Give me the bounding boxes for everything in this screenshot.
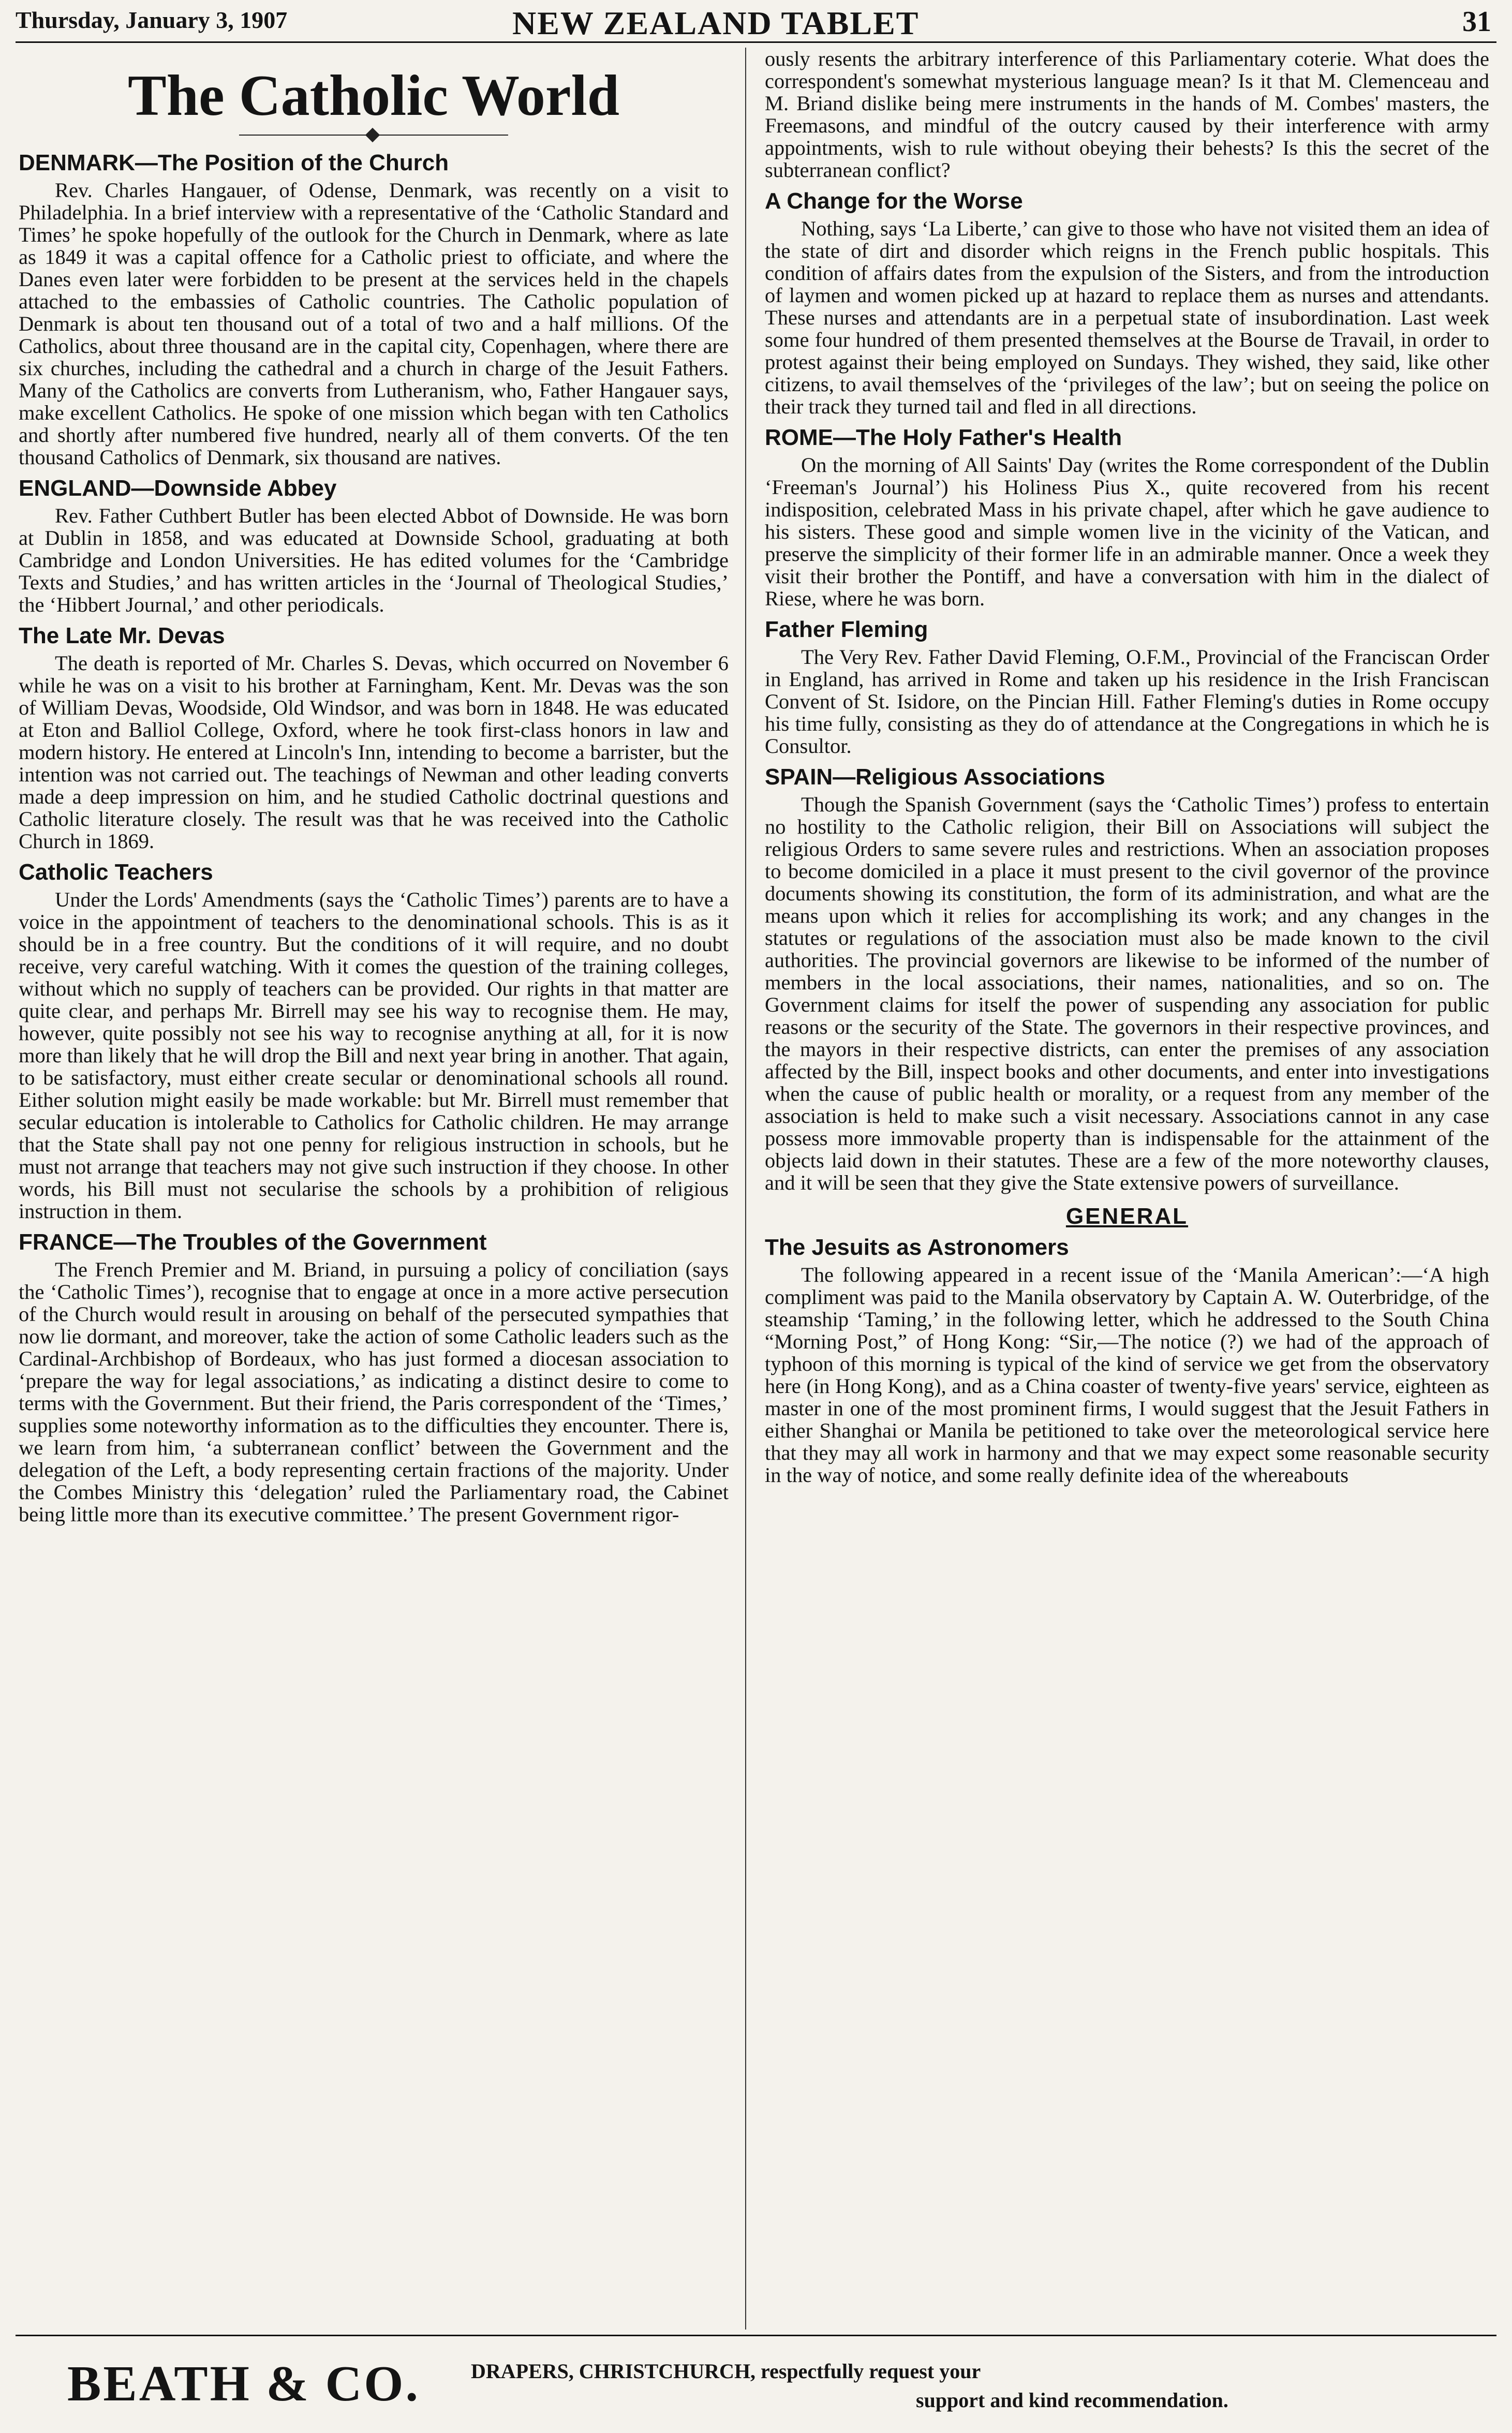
article-heading: FRANCE—The Troubles of the Government [19, 1229, 487, 1255]
ornament-divider [239, 135, 508, 136]
article-heading: The Jesuits as Astronomers [765, 1235, 1069, 1260]
article-heading: DENMARK—The Position of the Church [19, 150, 449, 175]
left-column [19, 48, 729, 2330]
article-body: Though the Spanish Government (says the ‘Catholic Times’) profess to entertain no hostility to the Catholic religion, their Bill on Associations will subject the religious Orders to same severe rules and restrictions. When an association proposes to become domiciled in a place it must present to the civil governor of the province documents showing its constitution, the form of its administration, and what are the means upon which it relies for accomplishing its work; and any changes in the statutes or regulations of the association must also be made known to the civil authorities. The provincial governors are likewise to be informed of the number of members in the local associations, their names, nationalities, and so on. The Government claims for itself the power of suspending any association for public reasons or the security of the State. The governors in their respective provinces, and the mayors in their respective districts, can enter the premises of any association affected by the Bill, inspect books and other documents, and enter into investigations when the cause of public health or morality, or a request from any member of the association is held to make such a visit necessary. Associations cannot in any case possess more immovable property than is indispensable for the attainment of the objects laid down in their statutes. These are a few of the more noteworthy clauses, and it will be seen that they give the State extensive powers of surveillance. [765, 793, 1489, 1194]
article-body: Rev. Charles Hangauer, of Odense, Denmark, was recently on a visit to Philadelphia. In a brief interview with a representative of the ‘Catholic Standard and Times’ he spoke hopefully of the outlook for the Church in Denmark, where as late as 1849 it was a capital offence for a Catholic priest to officiate, and where the Danes even later were forbidden to be present at the services held in the chapels attached to the embassies of Catholic countries. The Catholic population of Denmark is about ten thousand out of a total of two and a half millions. Of the Catholics, about three thousand are in the capital city, Copenhagen, where there are six churches, including the cathedral and a church in charge of the Jesuit Fathers. Many of the Catholics are converts from Lutheranism, who, Father Hangauer says, make excellent Catholics. He spoke of one mission which began with ten Catholics and shortly after numbered five hundred, nearly all of them converts. Of the ten thousand Catholics of Denmark, six thousand are natives. [19, 179, 729, 469]
advertisement-text: DRAPERS, CHRISTCHURCH, respectfully request your [471, 2360, 981, 2383]
article-body: The French Premier and M. Briand, in pursuing a policy of conciliation (says the ‘Catholic Times’), recognise that to engage at once in a more active persecution of the Church would result in arousing on behalf of the persecuted sympathies that now lie dormant, and moreover, take the action of some Catholic leaders such as the Cardinal-Archbishop of Bordeaux, who has just formed a diocesan association to ‘prepare the way for legal associations,’ as indicating a distinct desire to come to terms with the Government. But their friend, the Paris correspondent of the ‘Times,’ supplies some noteworthy information as to the difficulties they encounter. There is, we learn from him, ‘a subterranean conflict’ between the Government and the delegation of the Left, a body representing certain fractions of the majority. Under the Combes Ministry this ‘delegation’ ruled the Parliamentary road, the Cabinet being little more than its executive committee.’ The present Government rigor- [19, 1258, 729, 1526]
article-heading: Catholic Teachers [19, 859, 213, 885]
article-body: Under the Lords' Amendments (says the ‘Catholic Times’) parents are to have a voice in the appointment of teachers to the denominational schools. This is as it should be in a free country. But the conditions of it will require, and no doubt receive, very careful watching. With it comes the question of the training colleges, without which no supply of teachers can be provided. Our rights in that matter are quite clear, and perhaps Mr. Birrell may see his way to recognise them. He may, however, quite possibly not see his way to recognise anything at all, for it is now more than likely that he will drop the Bill and next year bring in another. That again, to be satisfactory, must either create secular or denominational schools all round. Either solution might easily be made workable: but Mr. Birrell must remember that secular education is intolerable to Catholics for Catholic children. He may arrange that the State shall pay not one penny for religious instruction in schools, but he must not arrange that teachers may not give such instruction if they choose. In other words, his Bill must not secularise the schools by a prohibition of religious instruction in them. [19, 888, 729, 1223]
article-continuation: ously resents the arbitrary interference of this Parliamentary coterie. What does the correspondent's somewhat mysterious language mean? Is it that M. Clemenceau and M. Briand dislike being mere instruments in the hands of M. Combes' masters, the Freemasons, and mindful of the outcry caused by their interference with army appointments, wish to rule without obeying their behests? Is this the secret of the subterranean conflict? [765, 48, 1489, 182]
diamond-icon [365, 128, 380, 142]
page-number: 31 [1462, 6, 1491, 38]
advertiser-name: BEATH & CO. [67, 2356, 420, 2412]
article-body: Rev. Father Cuthbert Butler has been elected Abbot of Downside. He was born at Dublin in 1858, and was educated at Downside School, graduating at both Cambridge and London Universities. He has edited volumes for the ‘Cambridge Texts and Studies,’ and has written articles in the ‘Journal of Theological Studies,’ the ‘Hibbert Journal,’ and other periodicals. [19, 504, 729, 616]
article-body: On the morning of All Saints' Day (writes the Rome correspondent of the Dublin ‘Freeman's Journal’) his Holiness Pius X., quite recovered from his recent indisposition, celebrated Mass in his private chapel, after which he gave audience to his sisters. These good and simple women live in the vicinity of the Vatican, and preserve the simplicity of their former life in an admirable manner. Once a week they visit their brother the Pontiff, and have a conversation with him in the dialect of Riese, where he was born. [765, 453, 1489, 610]
article-heading: A Change for the Worse [765, 188, 1023, 214]
article-body: The following appeared in a recent issue of the ‘Manila American’:—‘A high compliment was paid to the Manila observatory by Captain A. W. Outerbridge, of the steamship ‘Taming,’ in the following letter, which he addressed to the South China “Morning Post,” of Hong Kong: “Sir,—The notice (?) we had of the approach of typhoon of this morning is typical of the kind of service we get from the observatory here (in Hong Kong), and as a China coaster of twenty-five years' service, eighteen as master in one of the most prominent firms, I would suggest that the Jesuit Fathers in either Shanghai or Manila be petitioned to take over the meteorological service here that they may all work in harmony and that we may expect some reasonable security in the way of notice, and some really definite idea of the whereabouts [765, 1263, 1489, 1487]
footer-advertisement [16, 2335, 1496, 2419]
issue-date: Thursday, January 3, 1907 [16, 7, 288, 33]
article-heading: SPAIN—Religious Associations [765, 764, 1105, 790]
article-body: The Very Rev. Father David Fleming, O.F.M., Provincial of the Franciscan Order in England, has arrived in Rome and taken up his residence in the Irish Franciscan Convent of St. Isidore, on the Pincian Hill. Father Fleming's duties in Rome occupy his time fully, consisting as they do of attendance at the Congregations in which he is Consultor. [765, 645, 1489, 758]
article-heading: ROME—The Holy Father's Health [765, 425, 1122, 450]
publication-title: NEW ZEALAND TABLET [512, 5, 920, 41]
right-column [765, 48, 1489, 2330]
page-header [16, 4, 1496, 43]
column-divider [745, 48, 746, 2330]
advertisement-text: support and kind recommendation. [916, 2389, 1228, 2412]
article-body: The death is reported of Mr. Charles S. Devas, which occurred on November 6 while he was on a visit to his brother at Farningham, Kent. Mr. Devas was the son of William Devas, Woodside, Old Windsor, and was born in 1848. He was educated at Eton and Balliol College, Oxford, where he took first-class honors in law and modern history. He entered at Lincoln's Inn, intending to become a barrister, but the intention was not carried out. The teachings of Newman and other leading converts made a deep impression on him, and he studied Catholic doctrinal questions and Catholic literature closely. The result was that he was received into the Catholic Church in 1869. [19, 651, 729, 853]
section-title: The Catholic World [127, 64, 620, 128]
general-section-heading: GENERAL [1065, 1204, 1189, 1229]
article-heading: The Late Mr. Devas [19, 623, 225, 648]
article-body: Nothing, says ‘La Liberte,’ can give to those who have not visited them an idea of the state of dirt and disorder which reigns in the French public hospitals. This condition of affairs dates from the expulsion of the Sisters, and from the introduction of laymen and women picked up at hazard to replace them as nurses and attendants. These nurses and attendants are in a perpetual state of insubordination. Last week some four hundred of them presented themselves at the Bourse de Travail, in order to protest against their being employed on Sundays. They wished, they said, like other citizens, to avail themselves of the ‘privileges of the law’; but on seeing the police on their track they turned tail and fled in all directions. [765, 217, 1489, 418]
article-heading: Father Fleming [765, 617, 928, 642]
article-heading: ENGLAND—Downside Abbey [19, 476, 337, 501]
